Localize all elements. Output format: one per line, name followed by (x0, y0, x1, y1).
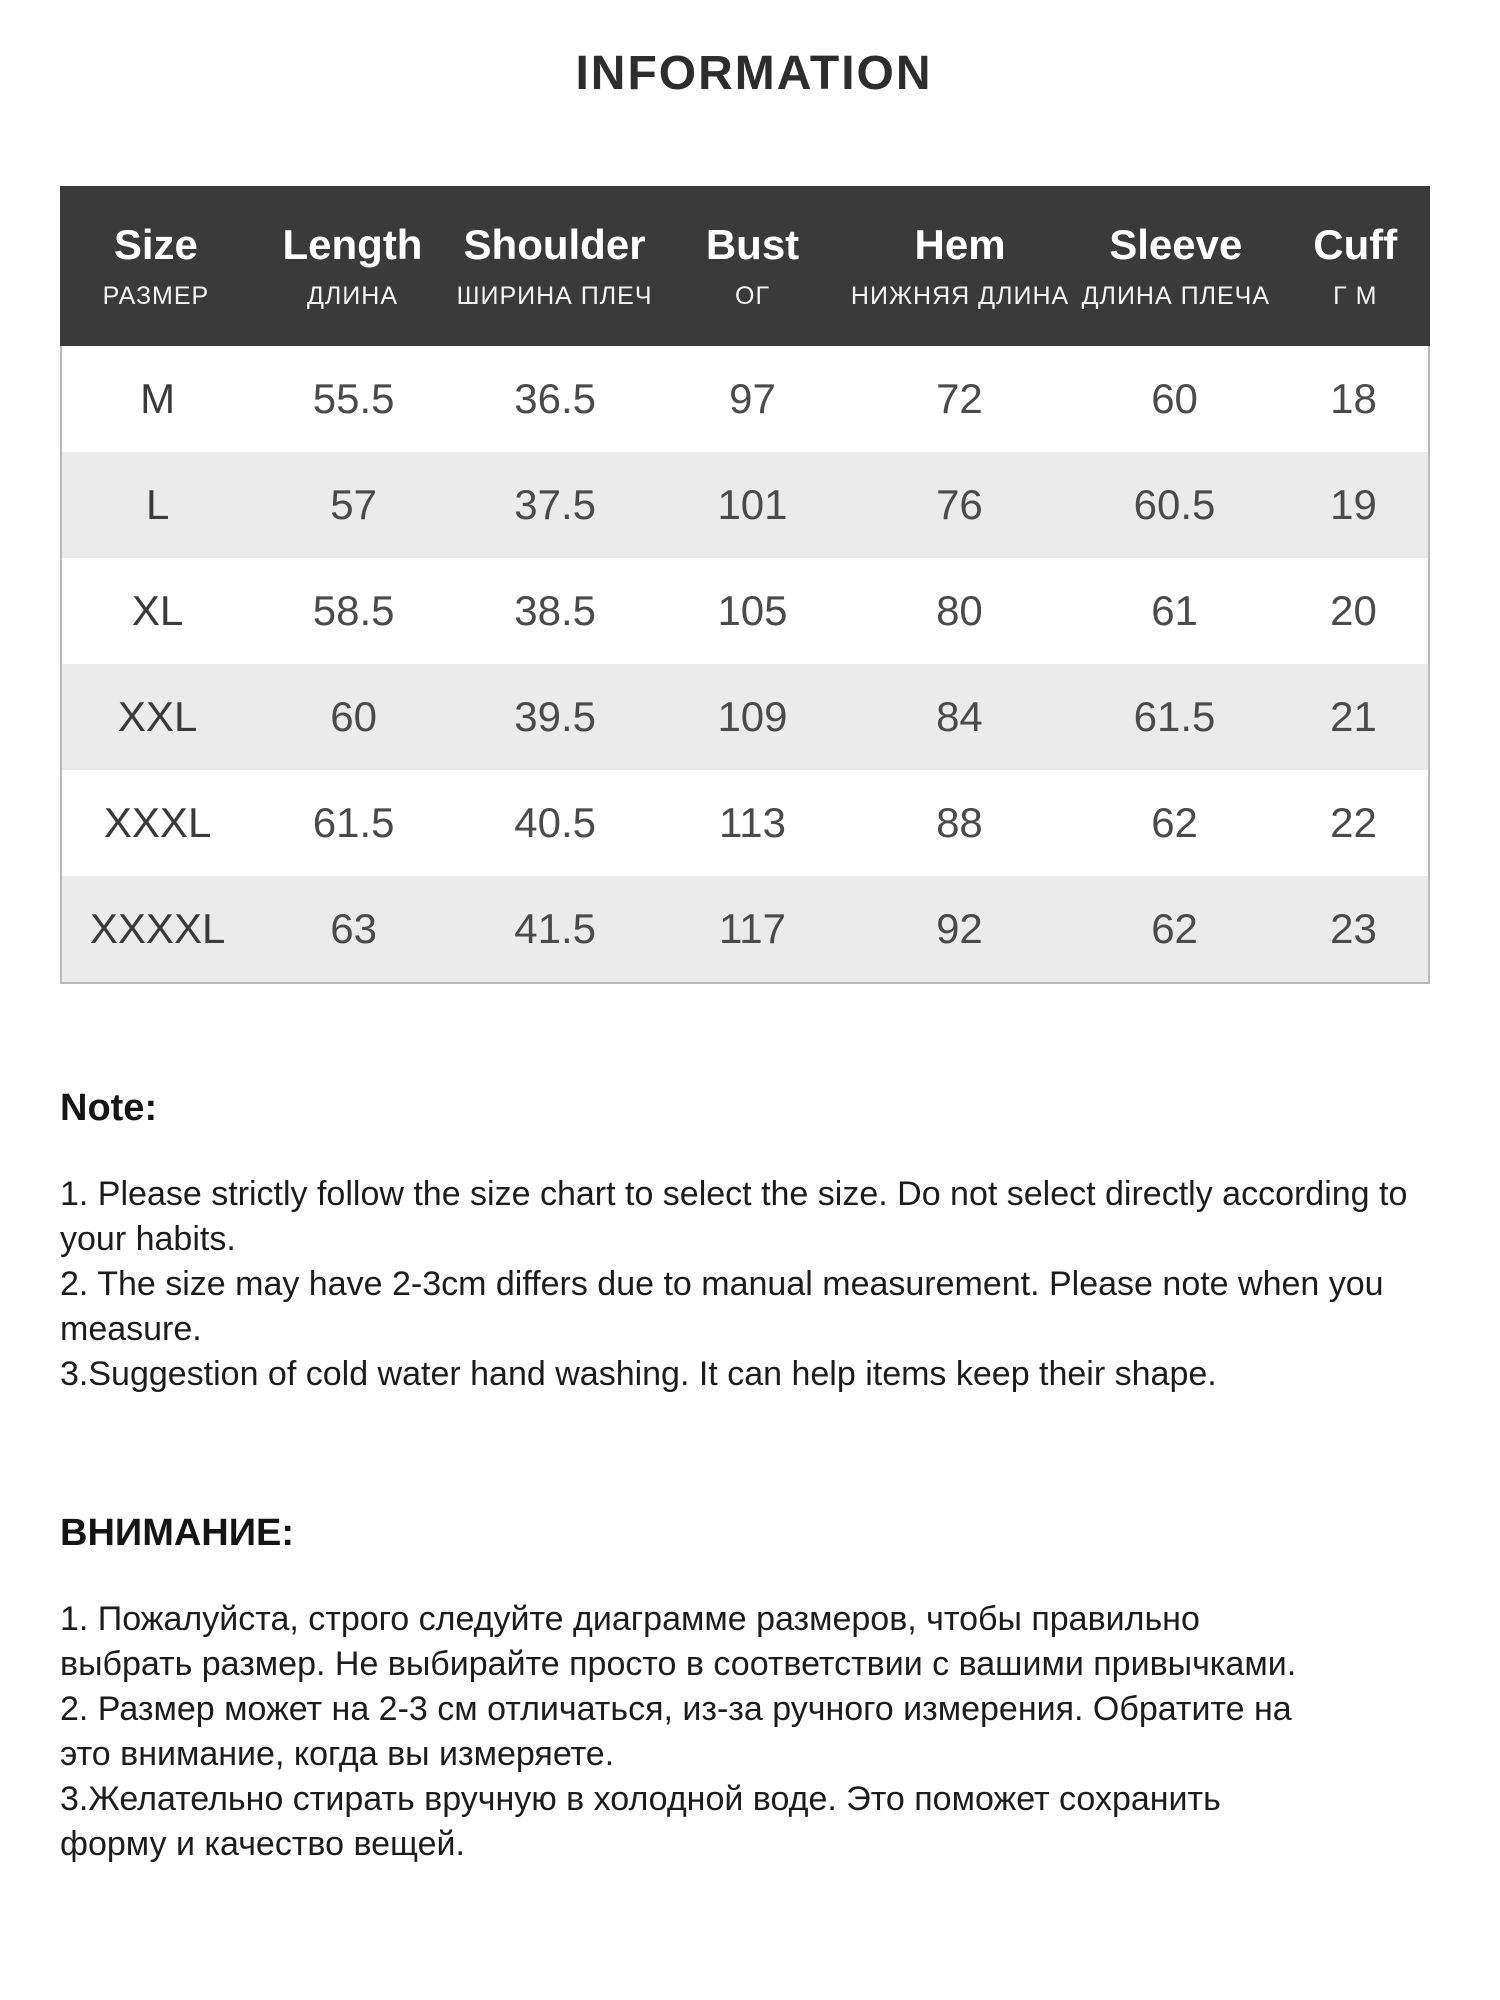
note-item-ru: 1. Пожалуйста, строго следуйте диаграмме размеров, чтобы правильно выбрать размер. Не выбирайте просто в соответствии с вашими привычками. (60, 1600, 1297, 1683)
measurement-cell: 40.5 (514, 799, 596, 846)
measurement-cell: 57 (330, 481, 377, 528)
column-label-en: Shoulder (463, 221, 646, 268)
measurement-cell: 58.5 (312, 587, 395, 634)
column-label-ru: ДЛИНА ПЛЕЧА (1081, 282, 1270, 310)
note-item-ru: 2. Размер может на 2-3 см отличаться, из-за ручного измерения. Обратите на это внимание, когда вы измеряете. (60, 1690, 1292, 1773)
column-label-ru: ДЛИНА (306, 282, 398, 310)
measurement-cell: 105 (717, 587, 788, 634)
note-item-en: 1. Please strictly follow the size chart to select the size. Do not select directly according to your habits. (60, 1175, 1408, 1258)
measurement-cell: 117 (719, 905, 786, 952)
column-label-en: Cuff (1313, 221, 1398, 268)
measurement-cell: 61 (1151, 587, 1198, 634)
column-header-sleeve (1071, 223, 1281, 309)
measurement-cell: 109 (717, 693, 788, 740)
column-header-shoulder (453, 223, 656, 309)
measurement-cell: 60.5 (1133, 481, 1216, 528)
measurement-cell: 92 (936, 905, 983, 952)
size-cell: M (140, 375, 176, 422)
measurement-cell: 21 (1330, 693, 1377, 740)
note-item-ru: 3.Желательно стирать вручную в холодной воде. Это поможет сохранить форму и качество вещей. (60, 1780, 1221, 1863)
size-table (60, 186, 1430, 984)
size-cell: XXL (117, 693, 198, 740)
measurement-cell: 18 (1330, 375, 1377, 422)
measurement-cell: 23 (1330, 905, 1377, 952)
note-list-english (60, 1172, 1448, 1397)
measurement-cell: 76 (936, 481, 983, 528)
column-label-ru: НИЖНЯЯ ДЛИНА (850, 282, 1070, 310)
measurement-cell: 61.5 (1133, 693, 1216, 740)
note-section-english (60, 1084, 1448, 1397)
measurement-cell: 113 (719, 799, 786, 846)
measurement-cell: 97 (729, 375, 776, 422)
measurement-cell: 19 (1330, 481, 1377, 528)
column-header-hem (849, 223, 1071, 309)
table-row-xxl (62, 664, 1428, 770)
note-list-russian (60, 1597, 1330, 1867)
column-header-length (252, 223, 453, 309)
measurement-cell: 60 (330, 693, 377, 740)
page-title: INFORMATION (575, 47, 933, 100)
measurement-cell: 80 (936, 587, 983, 634)
measurement-cell: 39.5 (514, 693, 596, 740)
note-section-russian (60, 1509, 1448, 1867)
measurement-cell: 55.5 (312, 375, 395, 422)
measurement-cell: 88 (936, 799, 983, 846)
column-label-en: Sleeve (1109, 221, 1243, 268)
column-header-size (60, 223, 252, 309)
table-row-xl (62, 558, 1428, 664)
size-cell: L (145, 481, 170, 528)
measurement-cell: 101 (717, 481, 788, 528)
note-heading-english: Note: (60, 1087, 158, 1129)
table-row-xxxxl (62, 876, 1428, 982)
column-label-ru: РАЗМЕР (102, 282, 210, 310)
column-label-ru: Г М (1333, 282, 1378, 310)
note-item-en: 3.Suggestion of cold water hand washing. It can help items keep their shape. (60, 1355, 1217, 1393)
column-label-en: Size (113, 221, 198, 268)
table-row-m (62, 346, 1428, 452)
measurement-cell: 20 (1330, 587, 1377, 634)
column-label-ru: ОГ (735, 282, 770, 310)
column-label-en: Bust (705, 221, 800, 268)
column-header-bust (656, 223, 849, 309)
measurement-cell: 84 (936, 693, 983, 740)
measurement-cell: 41.5 (514, 905, 596, 952)
column-header-cuff (1281, 223, 1430, 309)
column-label-en: Hem (914, 221, 1006, 268)
column-label-ru: ШИРИНА ПЛЕЧ (456, 282, 653, 310)
table-row-l (62, 452, 1428, 558)
measurement-cell: 63 (330, 905, 377, 952)
measurement-cell: 37.5 (514, 481, 596, 528)
size-cell: XXXXL (89, 905, 226, 952)
measurement-cell: 60 (1151, 375, 1198, 422)
measurement-cell: 36.5 (514, 375, 596, 422)
measurement-cell: 72 (936, 375, 983, 422)
size-cell: XL (131, 587, 184, 634)
size-table-header-row (60, 186, 1430, 346)
measurement-cell: 38.5 (514, 587, 596, 634)
size-table-body (60, 346, 1430, 984)
measurement-cell: 62 (1151, 905, 1198, 952)
note-heading-russian: ВНИМАНИЕ: (60, 1512, 295, 1554)
measurement-cell: 22 (1330, 799, 1377, 846)
column-label-en: Length (282, 221, 423, 268)
measurement-cell: 62 (1151, 799, 1198, 846)
measurement-cell: 61.5 (312, 799, 395, 846)
note-item-en: 2. The size may have 2-3cm differs due to manual measurement. Please note when you measure. (60, 1265, 1384, 1348)
size-cell: XXXL (103, 799, 212, 846)
table-row-xxxl (62, 770, 1428, 876)
